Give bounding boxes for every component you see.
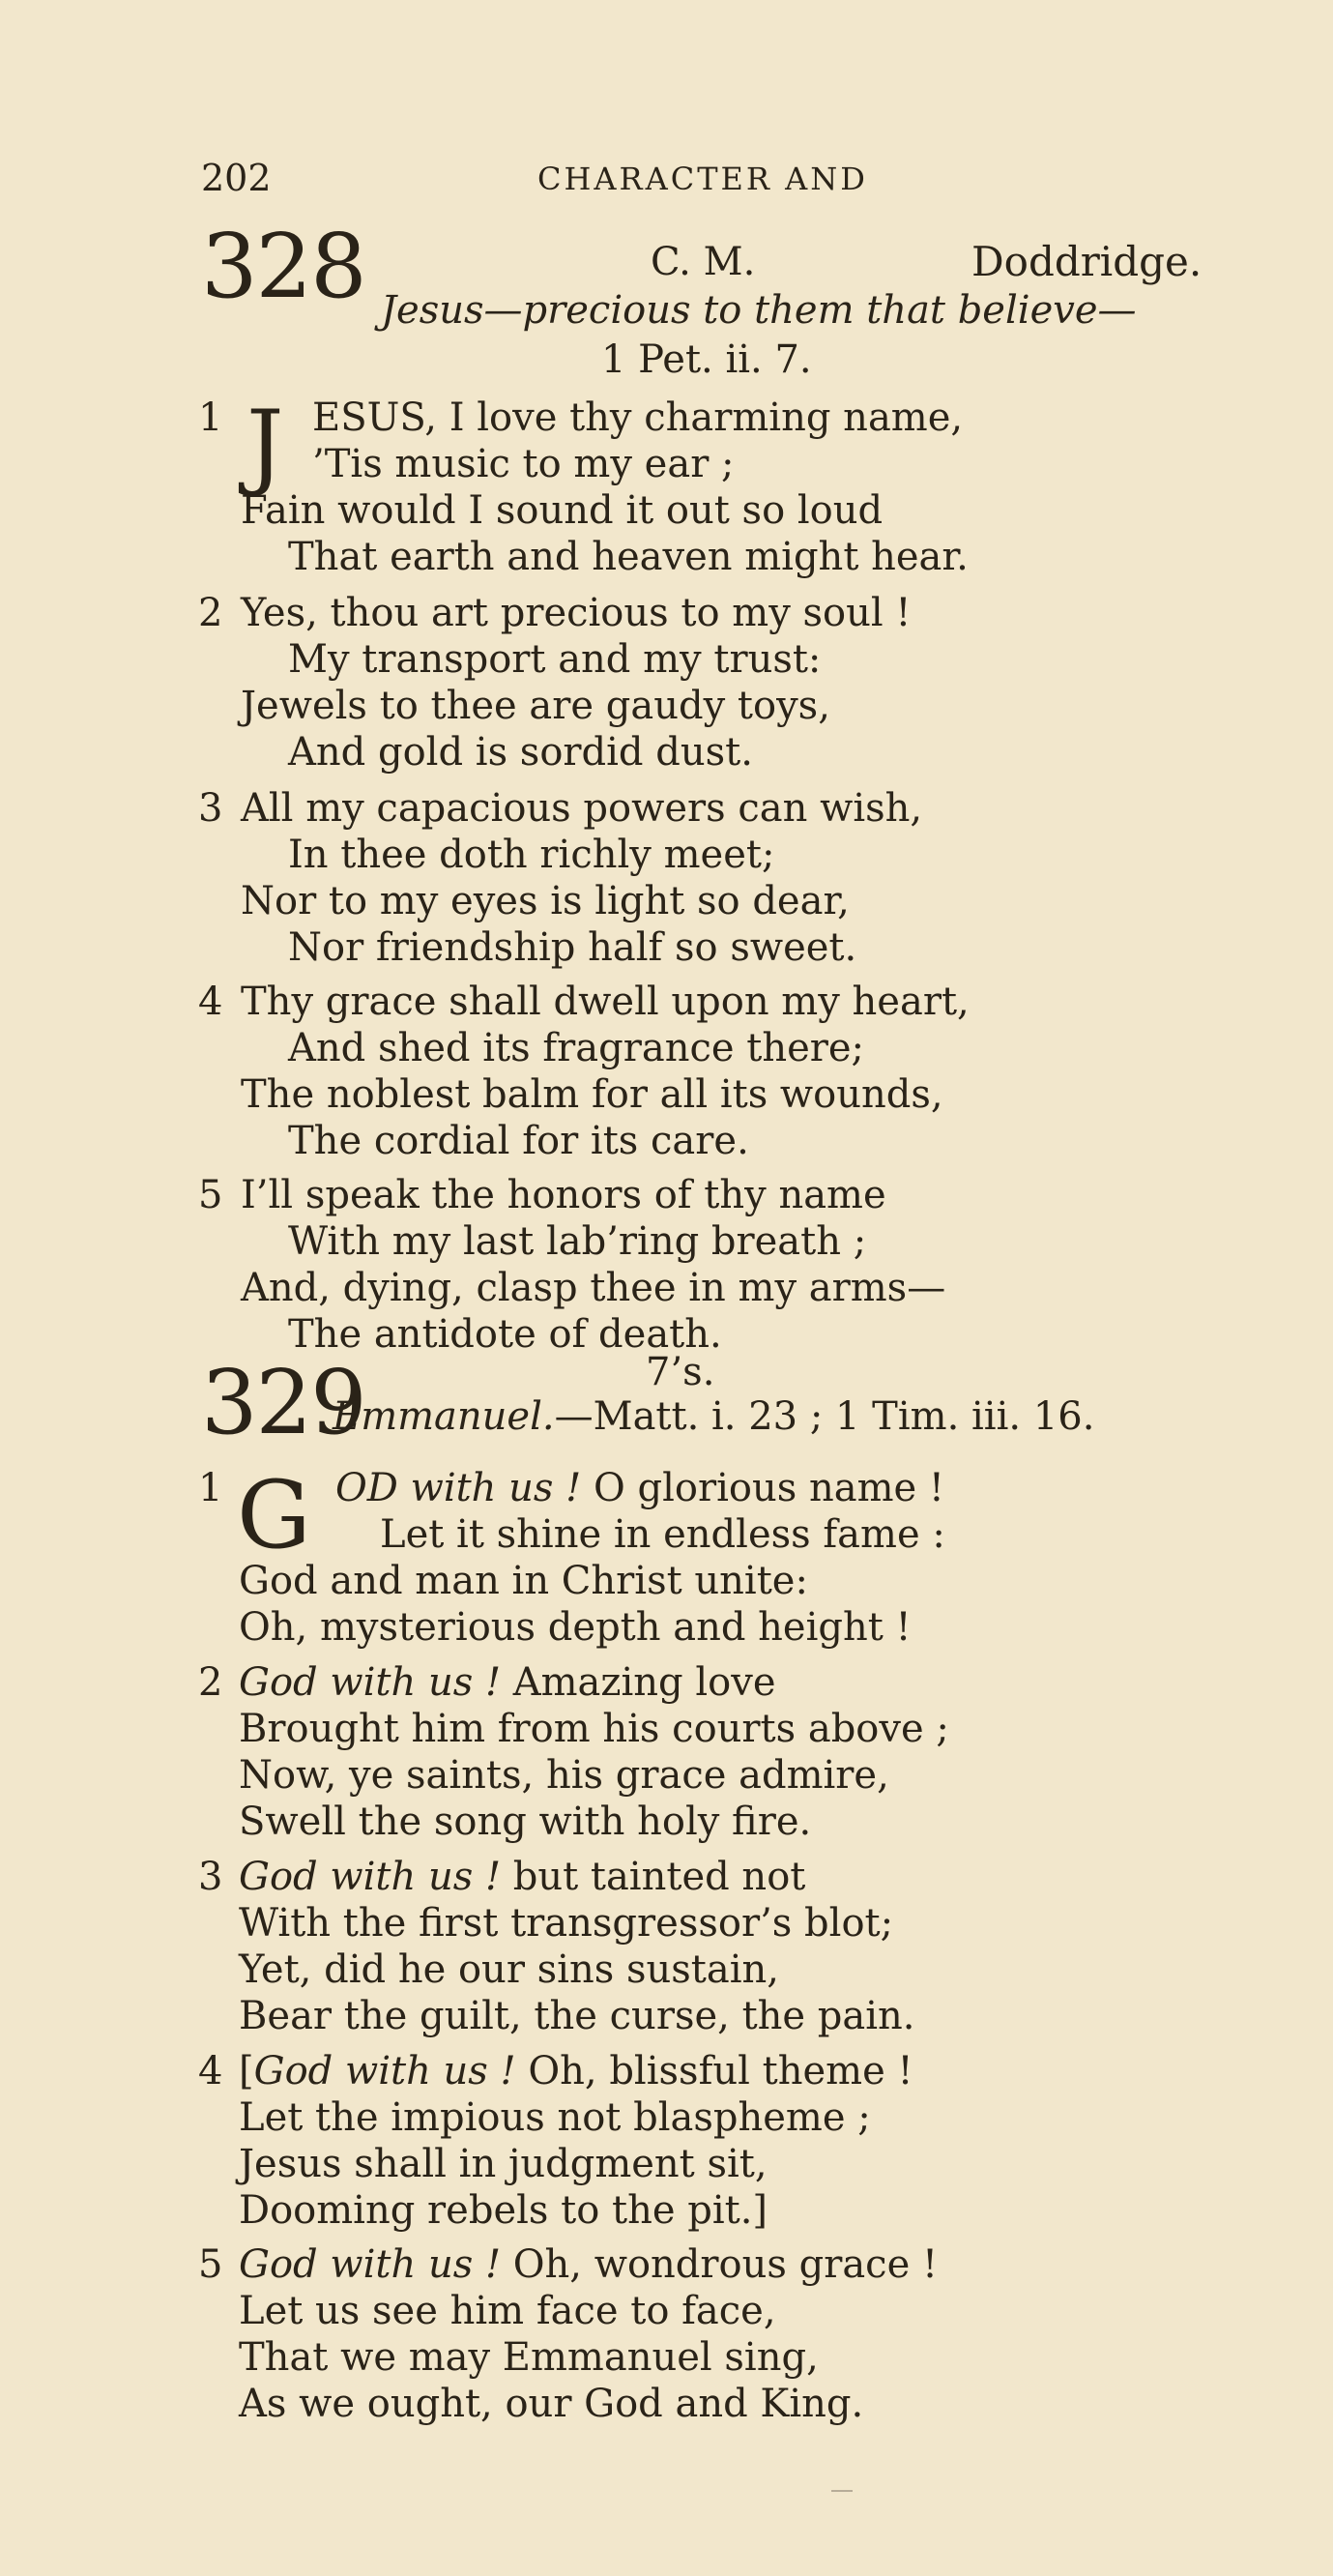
hymn-329-verse-4 bbox=[198, 2048, 1213, 2241]
verse-number: 3 bbox=[198, 786, 223, 831]
verse-line: Brought him from his courts above ; bbox=[239, 1707, 949, 1751]
hymn-329-subject: Emmanuel. bbox=[333, 1394, 555, 1439]
verse-line: And gold is sordid dust. bbox=[288, 730, 753, 775]
verse-line: Let the impious not blaspheme ; bbox=[239, 2095, 871, 2140]
verse-line: And shed its fragrance there; bbox=[288, 1026, 865, 1070]
verse-number: 1 bbox=[198, 1466, 223, 1510]
verse-line: Bear the guilt, the curse, the pain. bbox=[239, 1994, 915, 2038]
verse-line: With my last lab’ring breath ; bbox=[288, 1219, 867, 1264]
verse-line: All my capacious powers can wish, bbox=[241, 786, 923, 831]
hymn-329-meter: 7’s. bbox=[646, 1350, 715, 1394]
verse-line: OD with us ! O glorious name ! bbox=[335, 1466, 944, 1510]
verse-line: God with us ! Oh, wondrous grace ! bbox=[239, 2242, 939, 2287]
hymn-328-verse-2 bbox=[198, 590, 1165, 783]
page-number: 202 bbox=[201, 157, 272, 199]
hymn-329-verse-2 bbox=[198, 1659, 1213, 1853]
hymn-328-author: Doddridge. bbox=[971, 238, 1203, 285]
verse-number: 5 bbox=[198, 2242, 223, 2287]
verse-line: God with us ! Amazing love bbox=[239, 1660, 776, 1705]
verse-number: 4 bbox=[198, 980, 223, 1024]
drop-cap: G bbox=[237, 1461, 311, 1569]
verse-number: 3 bbox=[198, 1855, 223, 1899]
hymn-329-verse-5 bbox=[198, 2241, 1213, 2435]
verse-line: God with us ! but tainted not bbox=[239, 1855, 806, 1899]
verse-line: Yet, did he our sins sustain, bbox=[239, 1947, 779, 1992]
hymn-328-meter: C. M. bbox=[651, 240, 756, 284]
verse-number: 4 bbox=[198, 2049, 223, 2093]
verse-line: Swell the song with holy fire. bbox=[239, 1800, 812, 1844]
verse-line: I’ll speak the honors of thy name bbox=[241, 1173, 886, 1217]
hymn-329-heading bbox=[333, 1394, 1094, 1439]
hymn-328-verse-5 bbox=[198, 1172, 1165, 1365]
verse-line: Yes, thou art precious to my soul ! bbox=[241, 591, 912, 635]
verse-line: God and man in Christ unite: bbox=[239, 1559, 808, 1603]
verse-line: Jewels to thee are gaudy toys, bbox=[241, 684, 830, 728]
hymn-328-verse-3 bbox=[198, 785, 1165, 979]
verse-line: Let us see him face to face, bbox=[239, 2289, 776, 2333]
verse-line: Thy grace shall dwell upon my heart, bbox=[241, 980, 970, 1024]
verse-line: Dooming rebels to the pit.] bbox=[239, 2188, 768, 2233]
hymn-328-reference: 1 Pet. ii. 7. bbox=[601, 337, 812, 382]
verse-line: ’Tis music to my ear ; bbox=[312, 442, 735, 486]
drop-cap: J bbox=[246, 391, 284, 499]
verse-line: Nor to my eyes is light so dear, bbox=[241, 879, 850, 923]
hymn-328-verse-1 bbox=[198, 391, 1165, 588]
verse-line: Fain would I sound it out so loud bbox=[241, 488, 884, 533]
verse-line: With the first transgressor’s blot; bbox=[239, 1901, 894, 1946]
verse-line: My transport and my trust: bbox=[288, 637, 822, 682]
hymn-328-number: 328 bbox=[201, 215, 365, 318]
verse-line: That earth and heaven might hear. bbox=[288, 535, 969, 579]
verse-line: The noblest balm for all its wounds, bbox=[241, 1072, 943, 1117]
verse-line: Now, ye saints, his grace admire, bbox=[239, 1753, 889, 1798]
verse-line: Jesus shall in judgment sit, bbox=[239, 2142, 768, 2186]
hymn-329-number: 329 bbox=[201, 1351, 365, 1454]
verse-line: The antidote of death. bbox=[288, 1312, 722, 1357]
print-mark bbox=[831, 2490, 853, 2492]
hymn-329-reference: —Matt. i. 23 ; 1 Tim. iii. 16. bbox=[554, 1394, 1095, 1439]
hymn-328-verse-4 bbox=[198, 979, 1165, 1172]
hymn-329-verse-1 bbox=[198, 1461, 1213, 1658]
verse-line: In thee doth richly meet; bbox=[288, 833, 775, 877]
verse-number: 5 bbox=[198, 1173, 223, 1217]
hymn-328-subject: Jesus—precious to them that believe— bbox=[381, 288, 1137, 333]
verse-line: Nor friendship half so sweet. bbox=[288, 925, 857, 970]
running-title: CHARACTER AND bbox=[537, 161, 868, 197]
verse-number: 2 bbox=[198, 1660, 223, 1705]
verse-line: [God with us ! Oh, blissful theme ! bbox=[239, 2049, 913, 2093]
verse-line: Oh, mysterious depth and height ! bbox=[239, 1605, 912, 1650]
verse-number: 1 bbox=[198, 395, 223, 440]
verse-line: That we may Emmanuel sing, bbox=[239, 2335, 819, 2380]
verse-line: Let it shine in endless fame : bbox=[380, 1512, 945, 1557]
verse-line: As we ought, our God and King. bbox=[239, 2382, 864, 2426]
verse-line: The cordial for its care. bbox=[288, 1119, 749, 1163]
hymn-329-verse-3 bbox=[198, 1854, 1213, 2047]
verse-line: And, dying, clasp thee in my arms— bbox=[241, 1266, 946, 1310]
verse-line: ESUS, I love thy charming name, bbox=[312, 395, 964, 440]
verse-number: 2 bbox=[198, 591, 223, 635]
